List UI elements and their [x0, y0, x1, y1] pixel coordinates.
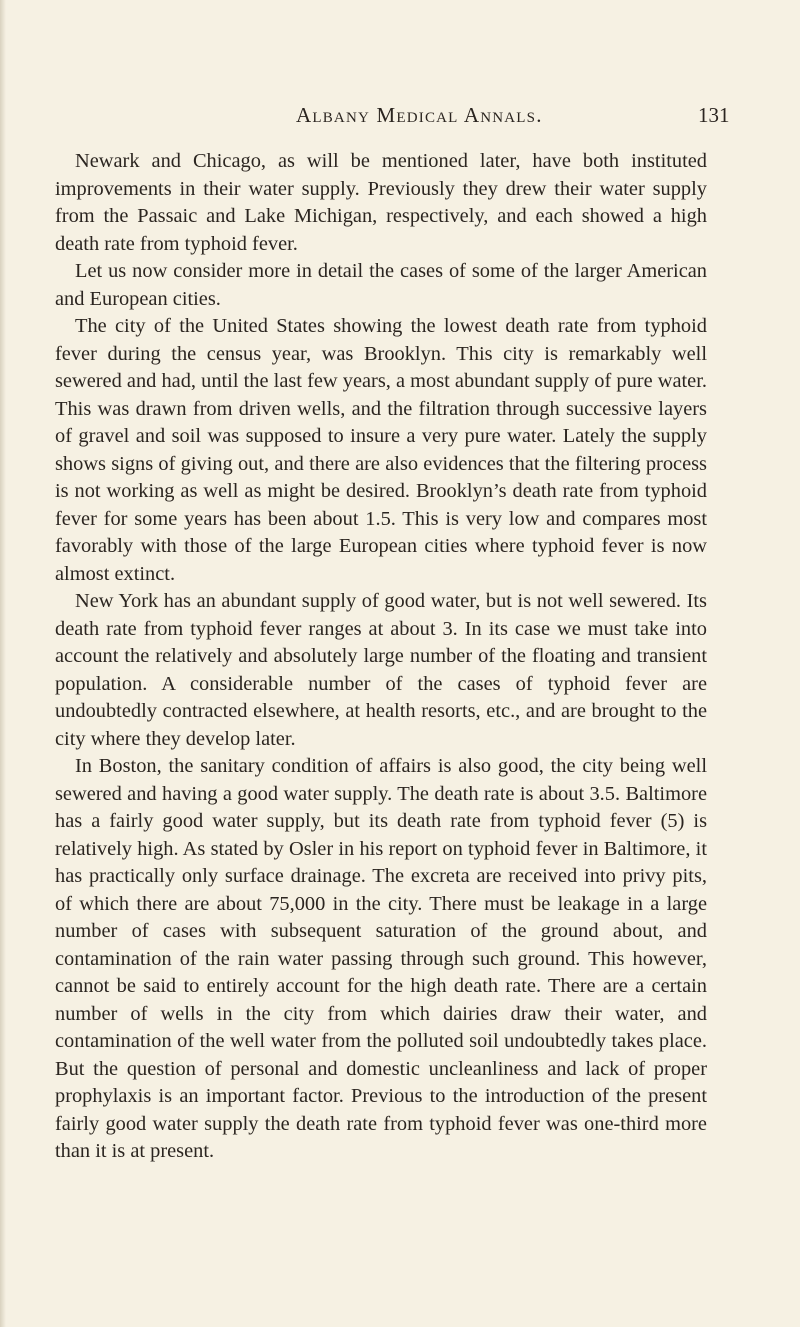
paragraph-new-york: New York has an abundant supply of good water, but is not well sewered. Its death rate from typhoid fever ranges at about 3. In its case we must take into account the relatively and absolutely large number of the floating and transient population. A considerable number of the cases of typhoid fever are undoubtedly contracted elsewhere, at health resorts, etc., and are brought to the city where they develop later.	[55, 590, 707, 750]
paragraph-brooklyn: The city of the United States showing the lowest death rate from typhoid fever during the census year, was Brooklyn. This city is remarkably well sewered and had, until the last few years, a most abundant supply of pure water. This was drawn from driven wells, and the filtration through successive layers of gravel and soil was supposed to insure a very pure water. Lately the supply shows signs of giving out, and there are also evidences that the filtering process is not working as well as might be desired. Brooklyn’s death rate from typhoid fever for some years has been about 1.5. This is very low and compares most favorably with those of the large European cities where typhoid fever is now almost extinct.	[55, 315, 707, 585]
paragraph-newark-chicago: Newark and Chicago, as will be mentioned later, have both instituted improvements in their water supply. Previously they drew their water supply from the Passaic and Lake Michigan, respectively, and each showed a high death rate from typhoid fever.	[55, 150, 707, 255]
paragraph-larger-cities: Let us now consider more in detail the cases of some of the larger American and European cities.	[55, 260, 707, 310]
running-header	[0, 103, 800, 133]
running-title: Albany Medical Annals.	[296, 103, 543, 127]
body-text	[55, 148, 707, 1166]
paragraph-boston-baltimore: In Boston, the sanitary condition of affairs is also good, the city being well sewered and having a good water supply. The death rate is about 3.5. Baltimore has a fairly good water supply, but its death rate from typhoid fever (5) is relatively high. As stated by Osler in his report on typhoid fever in Baltimore, it has practically only surface drainage. The excreta are received into privy pits, of which there are about 75,000 in the city. There must be leakage in a large number of cases with subsequent saturation of the ground about, and contamination of the rain water passing through such ground. This however, cannot be said to entirely account for the high death rate. There are a certain number of wells in the city from which dairies draw their water, and contamination of the well water from the polluted soil undoubtedly takes place. But the question of personal and domestic uncleanliness and lack of proper prophylaxis is an important factor. Previous to the introduction of the present fairly good water supply the death rate from typhoid fever was one-third more than it is at present.	[55, 755, 707, 1162]
page-edge	[0, 0, 6, 1327]
page-number: 131	[698, 103, 730, 127]
